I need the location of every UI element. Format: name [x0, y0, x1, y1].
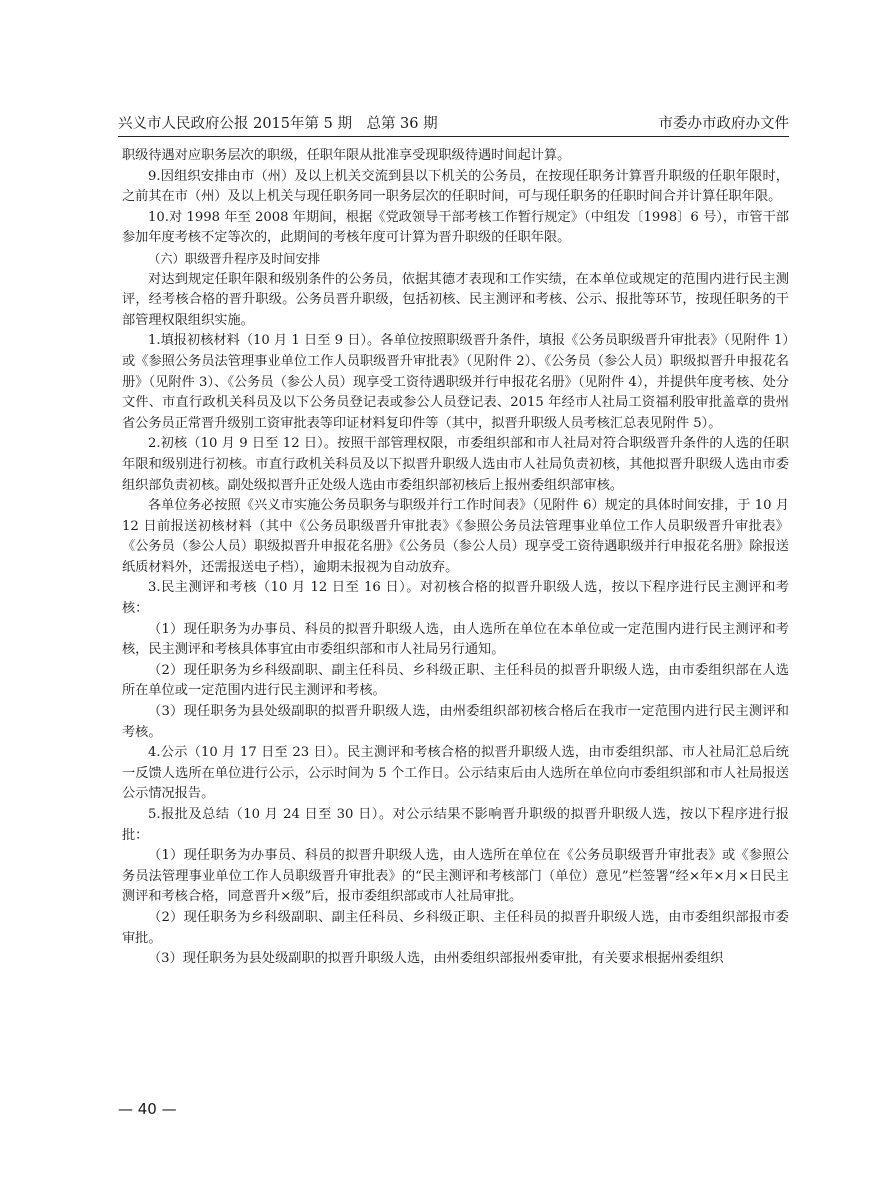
paragraph: 3.民主测评和考核（10 月 12 日至 16 日）。对初核合格的拟晋升职级人选，按以下程序进行民主测评和考核： — [122, 580, 789, 617]
header-section-title: 市委办市政府办文件 — [658, 116, 789, 132]
paragraph: （3）现任职务为县处级副职的拟晋升职级人选，由州委组织部初核合格后在我市一定范围内进行民主测评和考核。 — [122, 704, 789, 740]
document-body — [122, 146, 789, 970]
section-heading: （六）职级晋升程序及时间安排 — [148, 251, 321, 266]
paragraph: （2）现任职务为乡科级副职、副主任科员、乡科级正职、主任科员的拟晋升职级人选，由市委组织部报市委审批。 — [122, 909, 789, 946]
paragraph: 1.填报初核材料（10 月 1 日至 9 日）。各单位按照职级晋升条件，填报《公务员职级晋升审批表》（见附件 1）或《参照公务员法管理事业单位工作人员职级晋升审批表》（见附件 2）、《公务员（参公人员）职级拟晋升申报花名册》（见附件 3）、《公务员（参公人员）现享受工资待遇职级并行申报花名册》（见附件 4），并提供年度考核、处分文件、市直行政机关科员及以下公务员登记表或参公人员登记表、2015 年经市人社局工资福利股审批盖章的贵州省公务员正常晋升级别工资审批表等印证材料复印件等（其中，拟晋升职级人员考核汇总表见附件 5）。 — [122, 333, 789, 431]
paragraph: 2.初核（10 月 9 日至 12 日）。按照干部管理权限，市委组织部和市人社局对符合职级晋升条件的人选的任职年限和级别进行初核。市直行政机关科员及以下拟晋升职级人选由市人社局负责初核，其他拟晋升职级人选由市委组织部负责初核。副处级拟晋升正处级人选由市委组织部初核后上报州委组织部审核。 — [122, 436, 789, 493]
paragraph: （1）现任职务为办事员、科员的拟晋升职级人选，由人选所在单位在《公务员职级晋升审批表》或《参照公务员法管理事业单位工作人员职级晋升审批表》的“民主测评和考核部门（单位）意见”栏签署“经×年×月×日民主测评和考核合格，同意晋升×级”后，报市委组织部或市人社局审批。 — [122, 848, 789, 905]
page-header — [118, 106, 789, 137]
paragraph: 4.公示（10 月 17 日至 23 日）。民主测评和考核合格的拟晋升职级人选，由市委组织部、市人社局汇总后统一反馈人选所在单位进行公示，公示时间为 5 个工作日。公示结束后由人选所在单位向市委组织部和市人社局报送公示情况报告。 — [122, 745, 789, 802]
paragraph: 10.对 1998 年至 2008 年期间，根据《党政领导干部考核工作暂行规定》（中组发〔1998〕6 号），市管干部参加年度考核不定等次的，此期间的考核年度可计算为晋升职级的任职年限。 — [122, 209, 789, 246]
page-number: — 40 — — [118, 1100, 177, 1118]
paragraph: 对达到规定任职年限和级别条件的公务员，依据其德才表现和工作实绩，在本单位或规定的范围内进行民主测评，经考核合格的晋升职级。公务员晋升职级，包括初核、民主测评和考核、公示、报批等环节，按现任职务的干部管理权限组织实施。 — [122, 271, 789, 328]
paragraph: 职级待遇对应职务层次的职级，任职年限从批准享受现职级待遇时间起计算。 — [122, 148, 571, 163]
paragraph: 9.因组织安排由市（州）及以上机关交流到县以下机关的公务员，在按现任职务计算晋升职级的任职年限时，之前其在市（州）及以上机关与现任职务同一职务层次的任职时间，可与现任职务的任职时间合并计算任职年限。 — [122, 168, 789, 205]
paragraph: 5.报批及总结（10 月 24 日至 30 日）。对公示结果不影响晋升职级的拟晋升职级人选，按以下程序进行报批： — [122, 807, 789, 843]
paragraph: （1）现任职务为办事员、科员的拟晋升职级人选，由人选所在单位在本单位或一定范围内进行民主测评和考核，民主测评和考核具体事宜由市委组织部和市人社局另行通知。 — [122, 621, 789, 658]
header-publication-title: 兴义市人民政府公报 2015年第 5 期 总第 36 期 — [118, 116, 438, 132]
paragraph: （2）现任职务为乡科级副职、副主任科员、乡科级正职、主任科员的拟晋升职级人选，由市委组织部在人选所在单位或一定范围内进行民主测评和考核。 — [122, 662, 789, 699]
paragraph: 各单位务必按照《兴义市实施公务员职务与职级并行工作时间表》（见附件 6）规定的具体时间安排，于 10 月 12 日前报送初核材料（其中《公务员职级晋升审批表》《参照公务员法管理事业单位工作人员职级晋升审批表》《公务员（参公人员）职级拟晋升申报花名册》《公务员（参公人员）现享受工资待遇职级并行申报花名册》除报送纸质材料外，还需报送电子档），逾期未报视为自动放弃。 — [122, 498, 789, 575]
paragraph: （3）现任职务为县处级副职的拟晋升职级人选，由州委组织部报州委审批，有关要求根据州委组织 — [148, 951, 724, 967]
